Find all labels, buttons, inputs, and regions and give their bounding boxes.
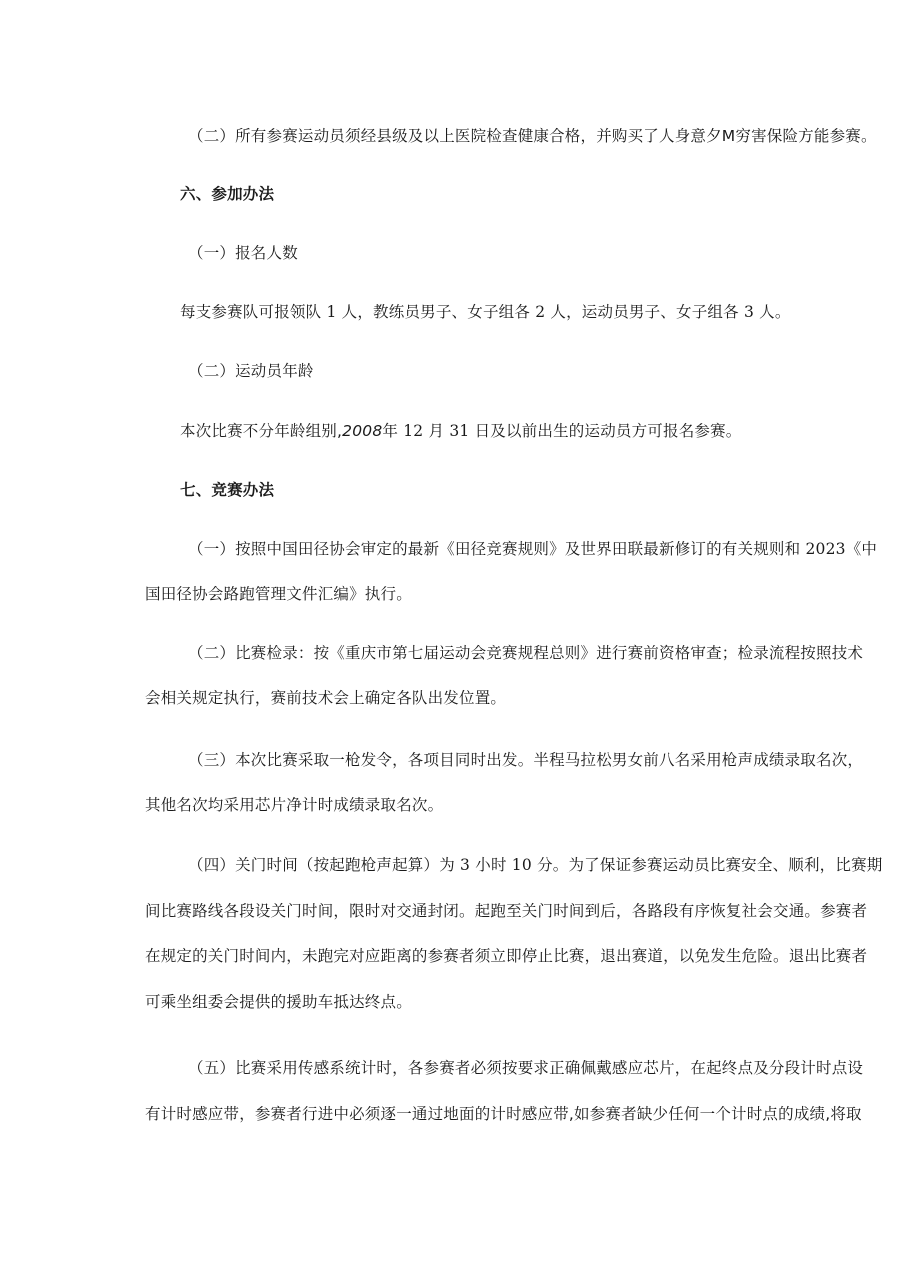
section-heading-participation: 六、参加办法 [180, 185, 275, 203]
paragraph-cutoff-line-3: 在规定的关门时间内，未跑完对应距离的参赛者须立即停止比赛，退出赛道，以免发生危险。退出比赛者 [145, 947, 868, 965]
paragraph-timing-line-2: 有计时感应带，参赛者行进中必须逐一通过地面的计时感应带,如参赛者缺少任何一个计时点的成绩,将取 [145, 1105, 862, 1123]
paragraph-cutoff-line-2: 间比赛路线各段设关门时间，限时对交通封闭。起跑至关门时间到后，各路段有序恢复社会交通。参赛者 [145, 902, 868, 920]
paragraph-registration-count: 每支参赛队可报领队 1 人，教练员男子、女子组各 2 人，运动员男子、女子组各 3 人。 [180, 303, 791, 321]
paragraph-timing-line-1: （五）比赛采用传感系统计时，各参赛者必须按要求正确佩戴感应芯片，在起终点及分段计时点设 [188, 1059, 864, 1077]
paragraph-checkin-line-2: 会相关规定执行，赛前技术会上确定各队出发位置。 [145, 689, 507, 707]
paragraph-health-requirement: （二）所有参赛运动员须经县级及以上医院检查健康合格，并购买了人身意夕M穷害保险方能参赛。 [188, 127, 877, 145]
paragraph-athlete-age: 本次比赛不分年龄组别,2008年 12 月 31 日及以前出生的运动员方可报名参赛。 [180, 422, 742, 440]
paragraph-start-line-1: （三）本次比赛采取一枪发令，各项目同时出发。半程马拉松男女前八名采用枪声成绩录取名次， [188, 751, 864, 769]
section-heading-competition-rules: 七、竞赛办法 [180, 481, 275, 499]
paragraph-checkin-line-1: （二）比赛检录：按《重庆市第七届运动会竞赛规程总则》进行赛前资格审查；检录流程按照技术 [188, 644, 864, 662]
subheading-athlete-age: （二）运动员年龄 [188, 362, 314, 380]
subheading-registration-count: （一）报名人数 [188, 244, 298, 262]
paragraph-rules-line-1: （一）按照中国田径协会审定的最新《田径竞赛规则》及世界田联最新修订的有关规则和 2023《中 [188, 540, 878, 558]
paragraph-start-line-2: 其他名次均采用芯片净计时成绩录取名次。 [145, 796, 444, 814]
paragraph-cutoff-line-4: 可乘坐组委会提供的援助车抵达终点。 [145, 993, 412, 1011]
paragraph-rules-line-2: 国田径协会路跑管理文件汇编》执行。 [145, 585, 412, 603]
paragraph-cutoff-line-1: （四）关门时间（按起跑枪声起算）为 3 小时 10 分。为了保证参赛运动员比赛安全、顺利，比赛期 [188, 856, 883, 874]
